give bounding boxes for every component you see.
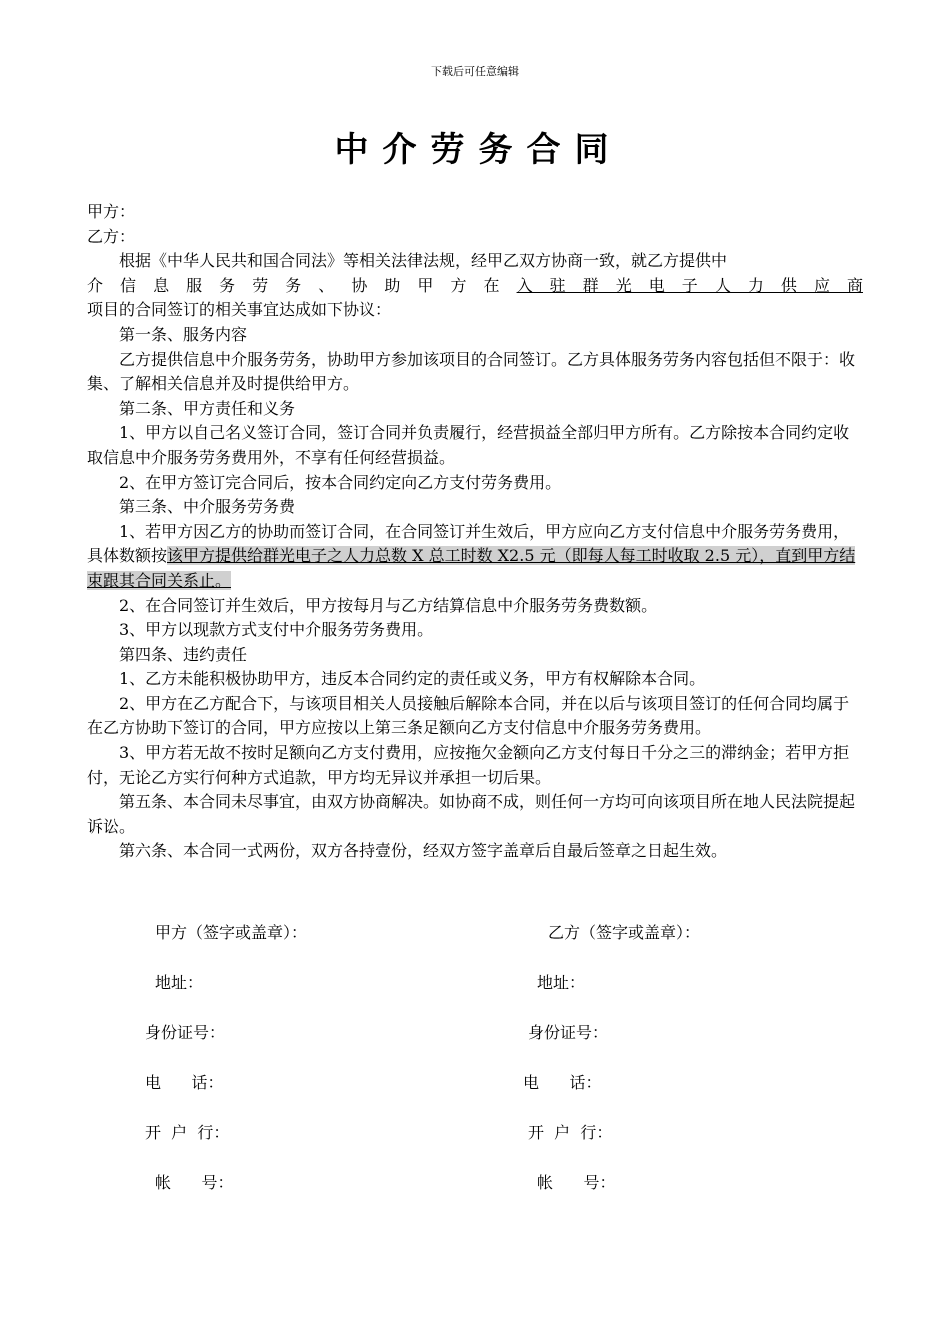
- party-a-bank-label: 开 户 行：: [145, 1123, 230, 1142]
- page-header-note: 下载后可任意编辑: [431, 65, 519, 78]
- party-a-account-label: 帐 号：: [155, 1173, 234, 1192]
- signature-row-bank: [0, 1120, 950, 1146]
- section-4-clause-1: 1、乙方未能积极协助甲方，违反本合同约定的责任或义务，甲方有权解除本合同。: [119, 669, 706, 689]
- signature-row-sign: [0, 920, 950, 946]
- party-a-label: 甲方：: [87, 202, 136, 221]
- document-title: 中介劳务合同: [334, 130, 623, 170]
- section-3-clause-1-text: 1、若甲方因乙方的协助而签订合同，在合同签订并生效后，甲方应向乙方支付信息中介服务劳务费用，具体数额按: [87, 521, 850, 566]
- intro-line-2: [87, 274, 863, 299]
- party-b-label: 乙方：: [87, 226, 136, 246]
- section-3-clause-2: 2、在合同签订并生效后，甲方按每月与乙方结算信息中介服务劳务费数额。: [119, 595, 658, 615]
- section-3-clause-3: 3、甲方以现款方式支付中介服务劳务费用。: [119, 620, 434, 640]
- section-2-clause-2: 2、在甲方签订完合同后，按本合同约定向乙方支付劳务费用。: [119, 472, 562, 492]
- signature-row-address: [0, 970, 950, 996]
- section-3-title: 第三条、中介服务劳务费: [119, 497, 296, 517]
- section-5: 第五条、本合同未尽事宜，由双方协商解决。如协商不成，则任何一方均可向该项目所在地人民法院提起诉讼。: [87, 792, 856, 836]
- project-name: 入驻群光电子人力供应商: [516, 275, 863, 295]
- intro-line-2-prefix: 介信息服务劳务、协助甲方在: [87, 275, 517, 295]
- party-a-phone-label: 电 话：: [145, 1073, 224, 1092]
- section-2-title: 第二条、甲方责任和义务: [119, 398, 296, 418]
- section-3-clause-1: [87, 520, 863, 594]
- party-b-account-label: 帐 号：: [537, 1173, 616, 1192]
- signature-row-id: [0, 1020, 950, 1046]
- section-1-title: 第一条、服务内容: [119, 324, 248, 344]
- party-b-id-label: 身份证号：: [528, 1023, 609, 1042]
- intro-line-1: 根据《中华人民共和国合同法》等相关法律法规，经甲乙双方协商一致，就乙方提供中: [119, 251, 728, 271]
- section-4-title: 第四条、违约责任: [119, 644, 248, 664]
- party-a-sign-label: 甲方（签字或盖章）：: [155, 923, 308, 942]
- section-1-body: 乙方提供信息中介服务劳务，协助甲方参加该项目的合同签订。乙方具体服务劳务内容包括但不限于：收集、了解相关信息并及时提供给甲方。: [87, 349, 856, 394]
- party-b-address-label: 地址：: [537, 973, 586, 992]
- intro-line-3: 项目的合同签订的相关事宜达成如下协议：: [87, 300, 392, 320]
- fee-formula-highlight: 该甲方提供给群光电子之人力总数 X 总工时数 X2.5 元（即每人每工时收取 2.5 元），直到甲方结束跟其合同关系止。: [87, 546, 856, 590]
- party-b-phone-label: 电 话：: [523, 1073, 602, 1092]
- section-4-clause-3: 3、甲方若无故不按时足额向乙方支付费用，应按拖欠金额向乙方支付每日千分之三的滞纳金；若甲方拒付，无论乙方实行何种方式追款，甲方均无异议并承担一切后果。: [87, 743, 850, 787]
- party-a-id-label: 身份证号：: [145, 1023, 226, 1042]
- section-4-clause-2: 2、甲方在乙方配合下，与该项目相关人员接触后解除本合同，并在以后与该项目签订的任何合同均属于在乙方协助下签订的合同，甲方应按以上第三条足额向乙方支付信息中介服务劳务费用。: [87, 693, 850, 738]
- contract-body: [87, 200, 863, 864]
- party-a-address-label: 地址：: [155, 973, 204, 992]
- signature-row-phone: [0, 1070, 950, 1096]
- party-b-sign-label: 乙方（签字或盖章）：: [548, 923, 701, 942]
- section-2-clause-1: 1、甲方以自己名义签订合同，签订合同并负责履行，经营损益全部归甲方所有。乙方除按本合同约定收取信息中介服务劳务费用外，不享有任何经营损益。: [87, 423, 850, 467]
- signature-row-account: [0, 1170, 950, 1196]
- section-6: 第六条、本合同一式两份，双方各持壹份，经双方签字盖章后自最后签章之日起生效。: [119, 841, 728, 861]
- party-b-bank-label: 开 户 行：: [528, 1123, 613, 1142]
